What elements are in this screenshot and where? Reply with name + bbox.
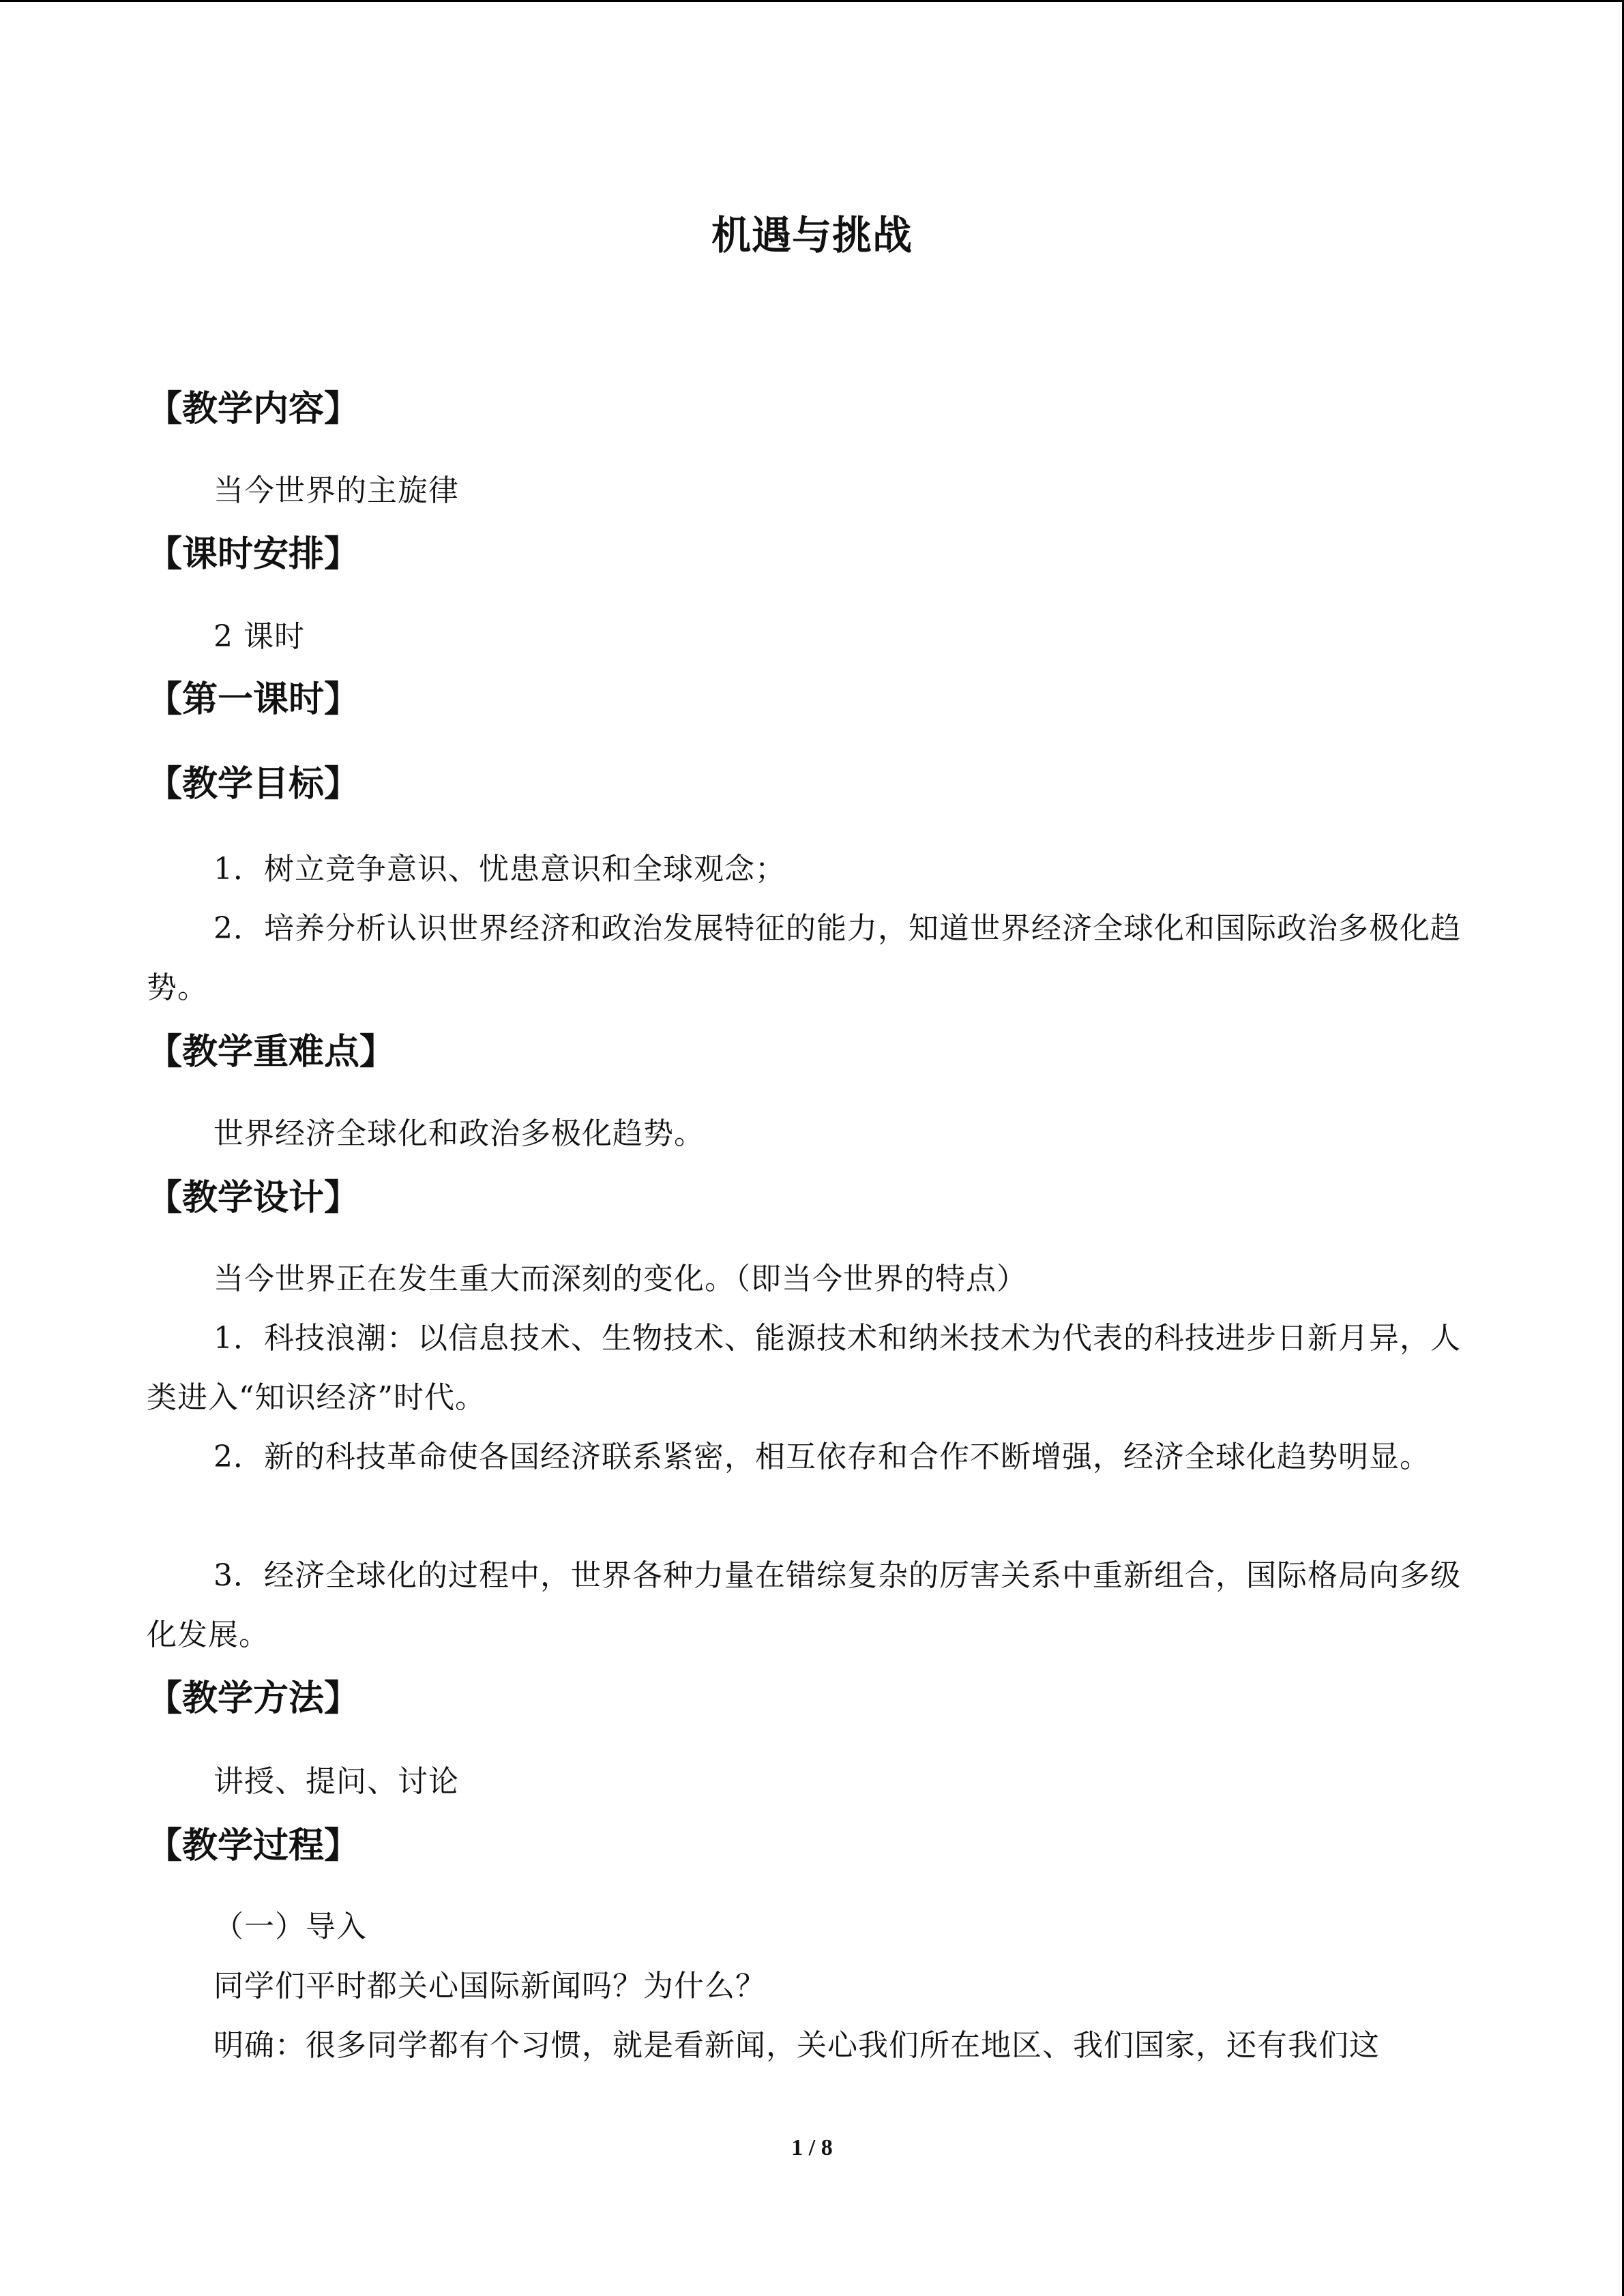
heading-key-points: 【教学重难点】 <box>147 1032 396 1073</box>
heading-first-lesson: 【第一课时】 <box>147 679 360 720</box>
teaching-content-text: 当今世界的主旋律 <box>213 473 459 508</box>
design-intro: 当今世界正在发生重大而深刻的变化。（即当今世界的特点） <box>213 1262 1027 1296</box>
process-line-2: 同学们平时都关心国际新闻吗？为什么？ <box>213 1969 766 2003</box>
page-number: 1 / 8 <box>791 2135 833 2160</box>
heading-teaching-content: 【教学内容】 <box>147 389 360 430</box>
heading-design: 【教学设计】 <box>147 1178 360 1219</box>
process-line-1: （一）导入 <box>213 1909 367 1944</box>
design-item-1: 1．科技浪潮：以信息技术、生物技术、能源技术和纳米技术为代表的科技进步日新月异，人类进入“知识经济”时代。 <box>147 1321 1461 1415</box>
process-line-3: 明确：很多同学都有个习惯，就是看新闻，关心我们所在地区、我们国家，还有我们这 <box>213 2028 1380 2063</box>
page-border-top <box>0 0 1624 2</box>
heading-methods: 【教学方法】 <box>147 1678 360 1719</box>
design-item-2: 2．新的科技革命使各国经济联系紧密，相互依存和合作不断增强，经济全球化趋势明显。 <box>213 1440 1430 1474</box>
key-points-text: 世界经济全球化和政治多极化趋势。 <box>213 1116 705 1151</box>
heading-objectives: 【教学目标】 <box>147 764 360 805</box>
heading-schedule: 【课时安排】 <box>147 534 360 575</box>
heading-process: 【教学过程】 <box>147 1825 360 1866</box>
objective-item-2: 2．培养分析认识世界经济和政治发展特征的能力，知道世界经济全球化和国际政治多极化趋势。 <box>147 911 1461 1005</box>
design-item-3: 3．经济全球化的过程中，世界各种力量在错综复杂的厉害关系中重新组合，国际格局向多级化发展。 <box>147 1558 1461 1652</box>
page-title: 机遇与挑战 <box>711 212 913 258</box>
methods-text: 讲授、提问、讨论 <box>213 1764 459 1799</box>
objective-item-1: 1．树立竞争意识、忧患意识和全球观念； <box>213 852 786 886</box>
schedule-text: 2 课时 <box>213 619 305 654</box>
